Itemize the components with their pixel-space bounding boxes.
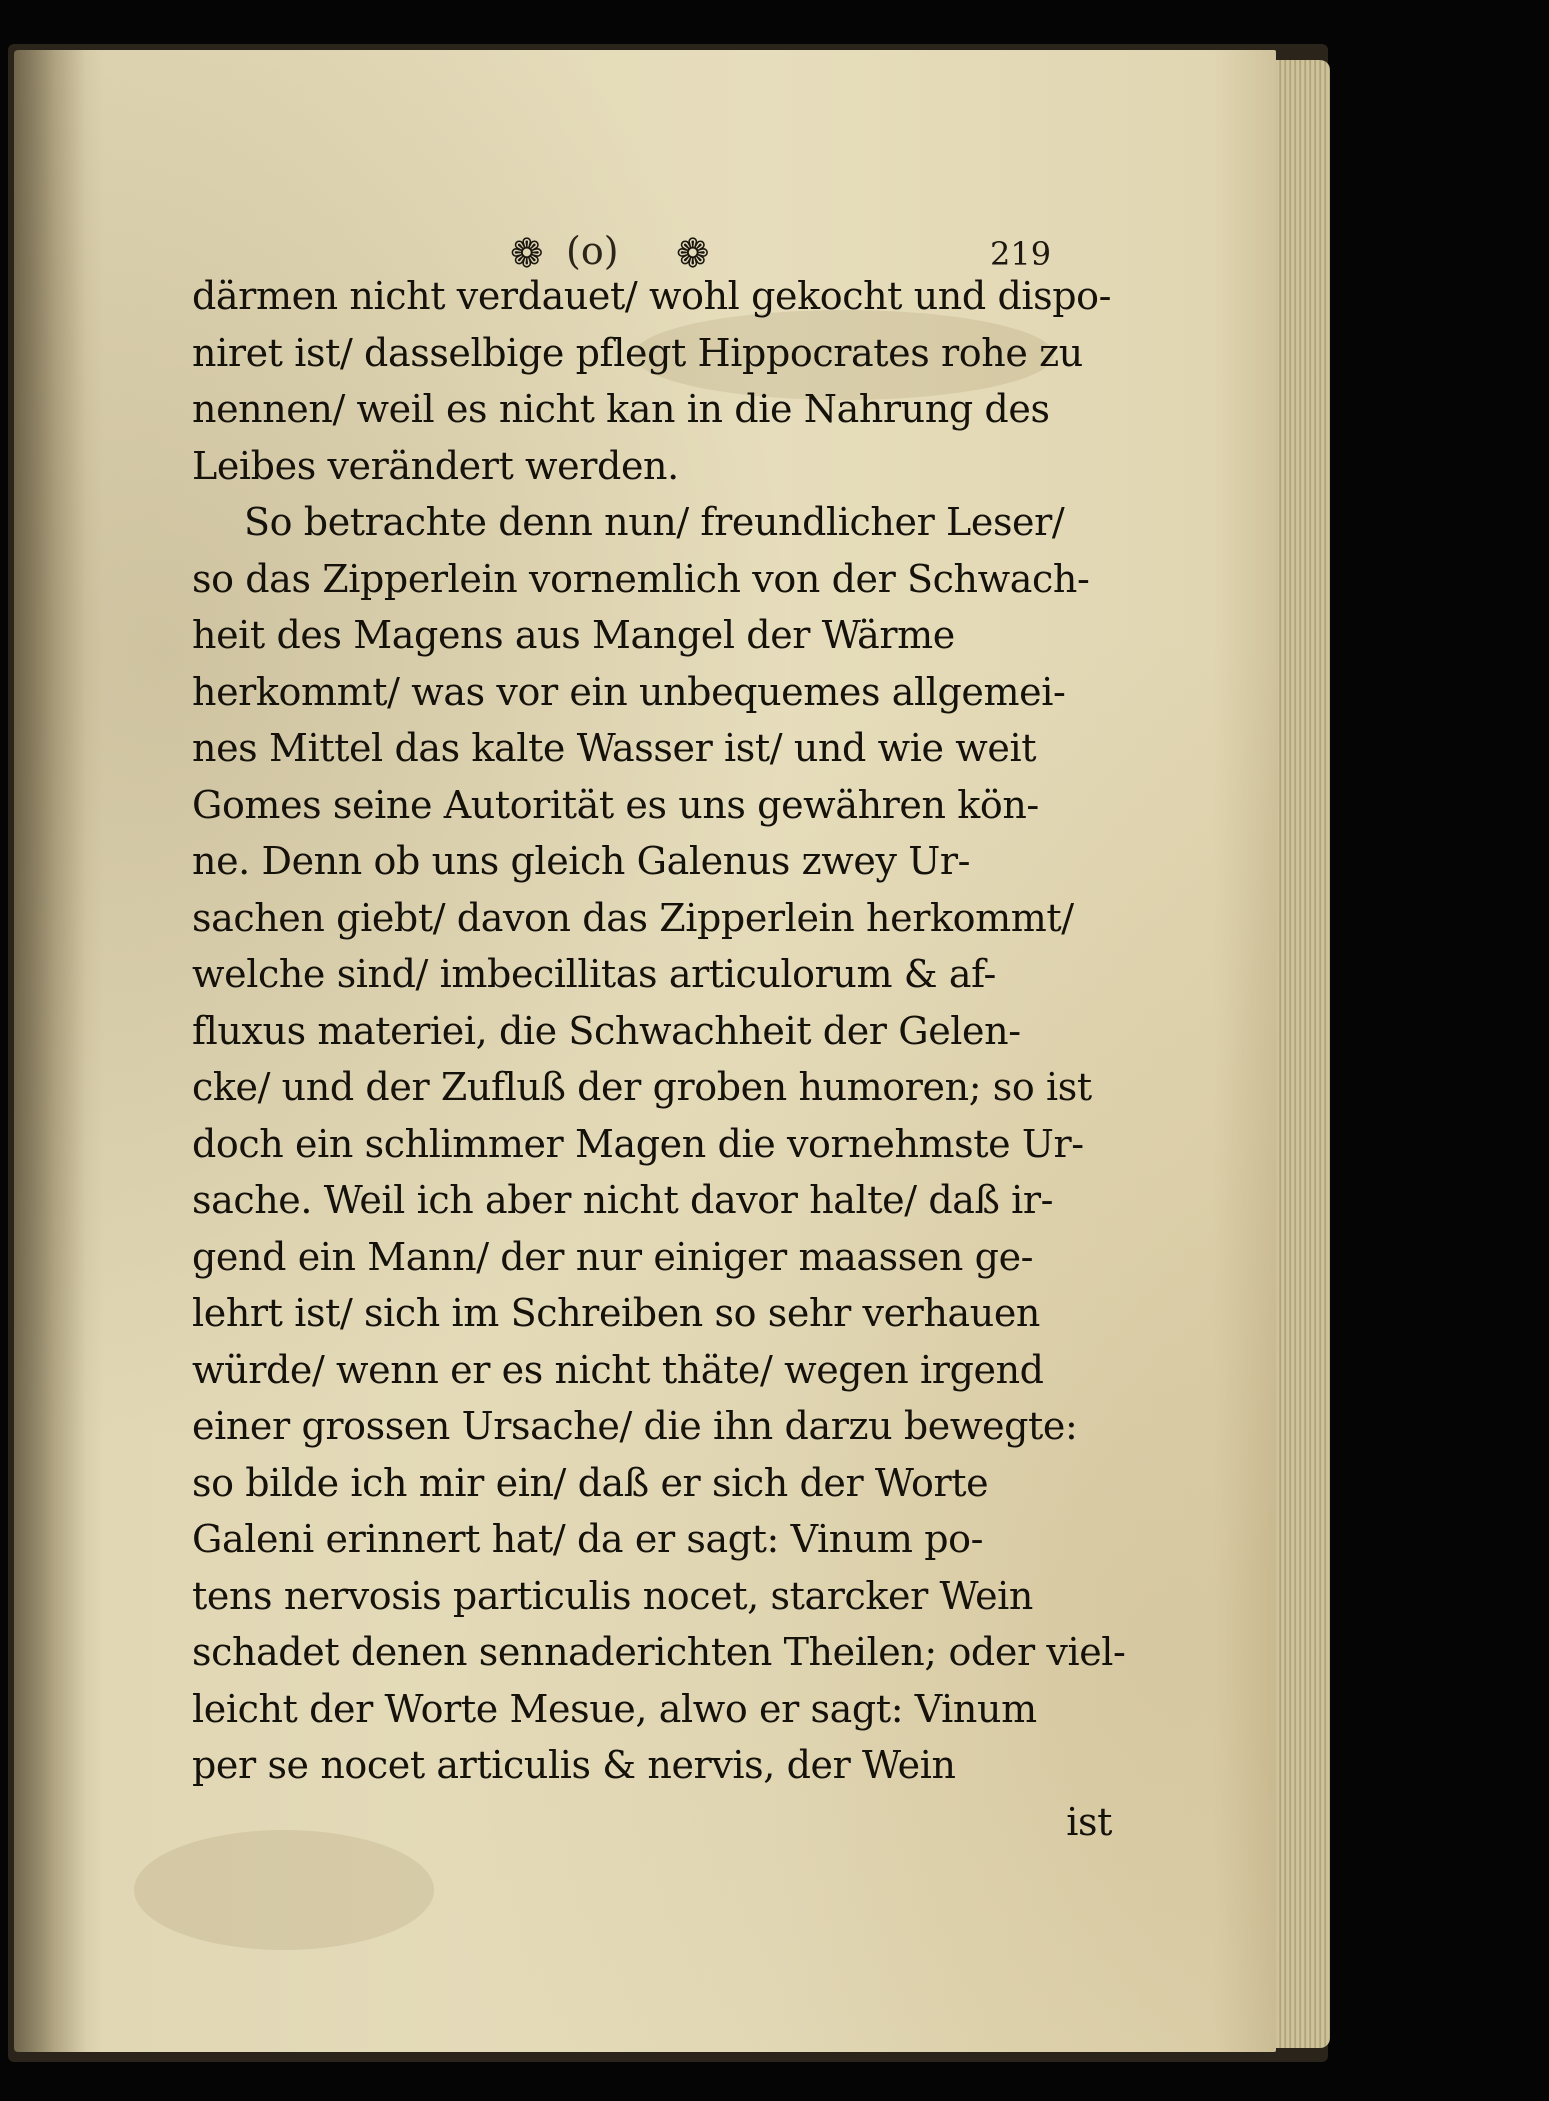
flower-ornament-icon: ❁ xyxy=(676,231,710,277)
text-line: herkommt/ was vor ein unbequemes allgemei- xyxy=(192,669,1066,714)
catchword: ist xyxy=(1066,1799,1112,1844)
text-line: cke/ und der Zufluß der groben humoren; so ist xyxy=(192,1065,1092,1109)
page-number: 219 xyxy=(990,235,1052,273)
text-line: leicht der Worte Mesue, alwo er sagt: Vinum xyxy=(192,1686,1037,1731)
text-line: so bilde ich mir ein/ daß er sich der Worte xyxy=(192,1460,989,1505)
text-line: nes Mittel das kalte Wasser ist/ und wie weit xyxy=(192,726,1037,770)
text-line: tens nervosis particulis nocet, starcker Wein xyxy=(192,1573,1033,1618)
text-line: sachen giebt/ davon das Zipperlein herkommt/ xyxy=(192,895,1074,940)
text-line: schadet denen sennaderichten Theilen; oder viel- xyxy=(192,1630,1126,1674)
text-line: ne. Denn ob uns gleich Galenus zwey Ur- xyxy=(192,839,971,883)
flower-ornament-icon: ❁ xyxy=(510,231,544,277)
text-line: per se nocet articulis & nervis, der Wein xyxy=(192,1743,956,1787)
text-line: heit des Magens aus Mangel der Wärme xyxy=(192,613,955,657)
page-gutter xyxy=(14,50,86,2052)
text-line: nennen/ weil es nicht kan in die Nahrung des xyxy=(192,387,1050,431)
body-text xyxy=(192,268,1126,1908)
text-line: därmen nicht verdauet/ wohl gekocht und dispo- xyxy=(192,274,1112,318)
text-line: fluxus materiei, die Schwachheit der Gelen- xyxy=(192,1008,1021,1053)
text-line: so das Zipperlein vornemlich von der Schwach- xyxy=(192,556,1090,601)
text-line: Gomes seine Autorität es uns gewähren kön- xyxy=(192,782,1039,827)
text-line: einer grossen Ursache/ die ihn darzu bewegte: xyxy=(192,1404,1078,1448)
text-line: lehrt ist/ sich im Schreiben so sehr verhauen xyxy=(192,1291,1041,1335)
text-line: welche sind/ imbecillitas articulorum & af- xyxy=(192,952,996,996)
text-line: sache. Weil ich aber nicht davor halte/ daß ir- xyxy=(192,1178,1054,1222)
text-line: gend ein Mann/ der nur einiger maassen ge- xyxy=(192,1234,1034,1279)
paragraph-start-line: So betrachte denn nun/ freundlicher Leser/ xyxy=(244,500,1065,544)
header-mark: (o) xyxy=(566,229,619,273)
book-page xyxy=(14,50,1276,2052)
text-line: würde/ wenn er es nicht thäte/ wegen irgend xyxy=(192,1347,1044,1392)
text-line: niret ist/ dasselbige pflegt Hippocrates rohe zu xyxy=(192,330,1083,375)
text-line: doch ein schlimmer Magen die vornehmste Ur- xyxy=(192,1121,1084,1166)
text-line: Leibes verändert werden. xyxy=(192,443,679,488)
text-line: Galeni erinnert hat/ da er sagt: Vinum po- xyxy=(192,1517,984,1561)
